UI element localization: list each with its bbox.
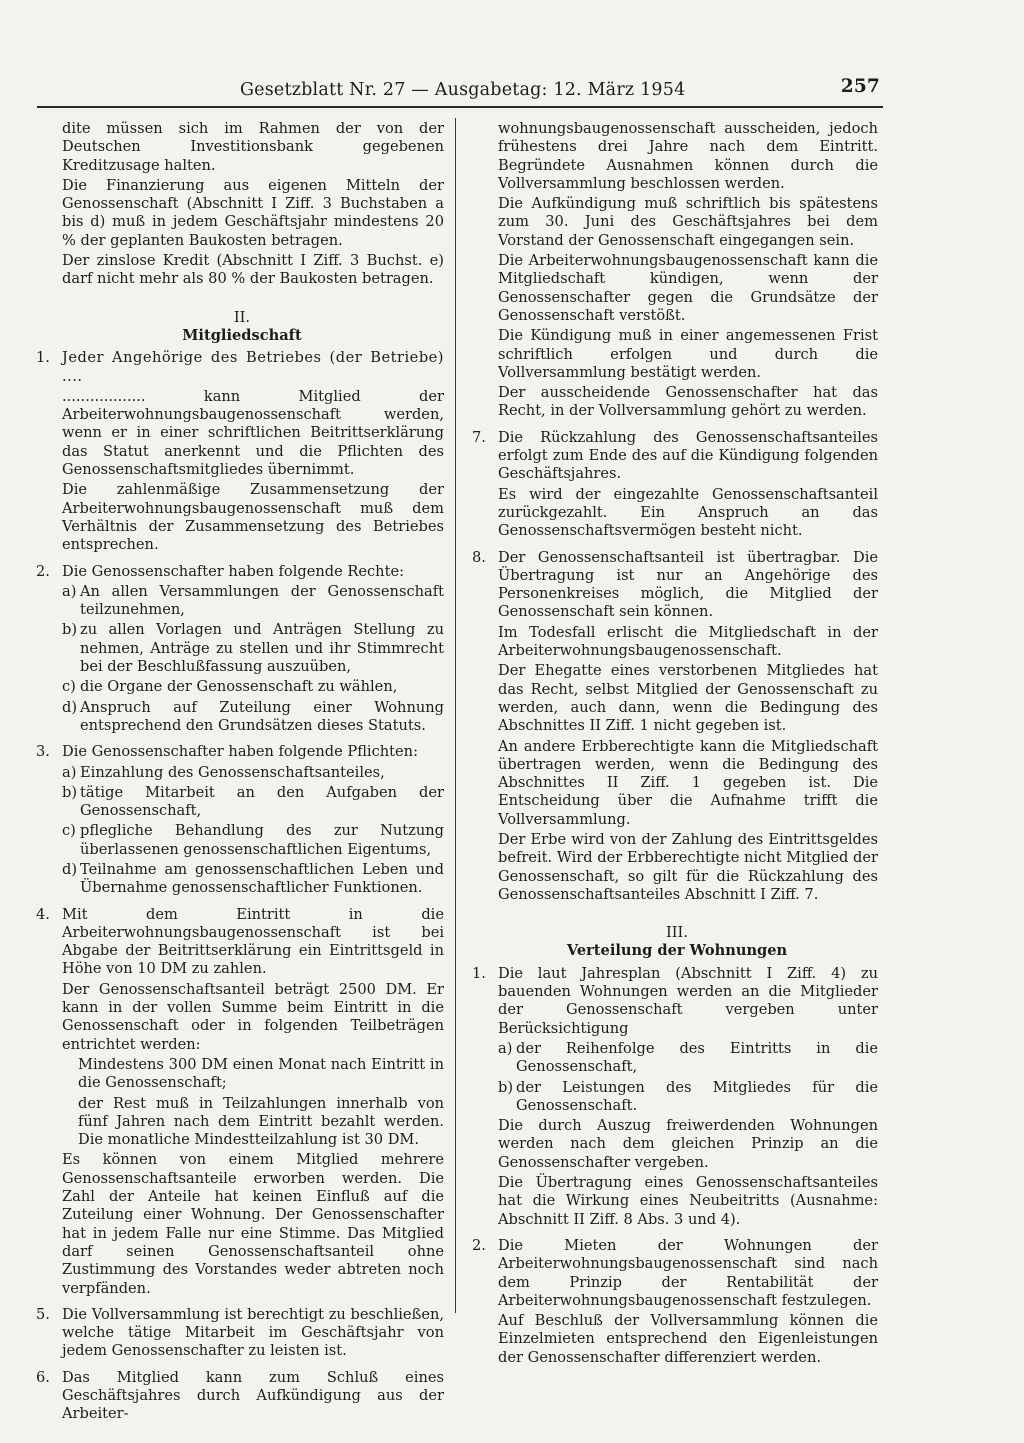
item-number: 1. — [472, 964, 486, 982]
paragraph: Jeder Angehörige des Betriebes (der Betriebe) .... — [62, 349, 444, 385]
header-title: Gesetzblatt Nr. 27 — Ausgabetag: 12. März 1954 — [240, 80, 686, 100]
sub-label: b) — [498, 1078, 514, 1096]
list-item — [36, 349, 444, 554]
paragraph: Die Finanzierung aus eigenen Mitteln der Genossenschaft (Abschnitt I Ziff. 3 Buchstaben a bis d) muß in jedem Geschäftsjahr mindestens 20 % der geplanten Baukosten betragen. — [62, 176, 444, 249]
list-item — [36, 1305, 444, 1361]
list-item — [472, 428, 878, 541]
sub-item — [476, 1040, 878, 1077]
item-number: 6. — [36, 1368, 50, 1386]
sub-text: Teilnahme am genossenschaftlichen Leben und Übernahme genossenschaftlicher Funktionen. — [80, 860, 444, 897]
item-number: 2. — [36, 562, 50, 580]
sub-label: c) — [62, 678, 76, 696]
paragraph: Die Genossenschafter haben folgende Pflichten: — [62, 743, 418, 761]
paragraph: Die Arbeiterwohnungsbaugenossenschaft kann die Mitgliedschaft kündigen, wenn der Genossenschafter gegen die Grundsätze der Genossenschaft verstößt. — [498, 252, 878, 324]
paragraph: Die Aufkündigung muß schriftlich bis spätestens zum 30. Juni des Geschäftsjahres bei dem Vorstand der Genossenschaft eingegangen sein. — [498, 195, 878, 249]
paragraph: Auf Beschluß der Vollversammlung können die Einzelmieten entsprechend den Eigenleistungen der Genossenschafter differenziert werden. — [498, 1312, 878, 1366]
list-item — [36, 1368, 444, 1424]
list-item — [36, 905, 444, 1054]
sub-item — [40, 621, 444, 676]
section-number: II. — [233, 308, 251, 326]
paragraph: Die Rückzahlung des Genossenschaftsanteiles erfolgt zum Ende des auf die Kündigung folgenden Geschäftsjahres. — [498, 428, 878, 483]
sub-text: Einzahlung des Genossenschaftsanteiles, — [80, 763, 385, 781]
paragraph: Die Übertragung eines Genossenschaftsanteiles hat die Wirkung eines Neubeitritts (Ausnahme: Abschnitt II Ziff. 8 Abs. 3 und 4). — [498, 1174, 878, 1228]
sub-text: die Organe der Genossenschaft zu wählen, — [80, 678, 398, 696]
sub-label: a) — [498, 1039, 513, 1057]
paragraph: Mindestens 300 DM einen Monat nach Eintritt in die Genossenschaft; — [78, 1055, 444, 1092]
list-item — [36, 562, 444, 581]
sub-item — [40, 583, 444, 620]
paragraph: Der zinslose Kredit (Abschnitt I Ziff. 3 Buchst. e) darf nicht mehr als 80 % der Baukosten betragen. — [62, 252, 444, 288]
paragraph: der Rest muß in Teilzahlungen innerhalb von fünf Jahren nach dem Eintritt bezahlt werden. Die monatliche Mindestteilzahlung ist 30 DM. — [78, 1094, 444, 1149]
paragraph: Die Genossenschafter haben folgende Rechte: — [62, 562, 404, 580]
sub-text: der Leistungen des Mitgliedes für die Genossenschaft. — [516, 1078, 878, 1114]
right-column — [472, 120, 878, 1369]
sub-label: b) — [62, 783, 78, 801]
paragraph: Der ausscheidende Genossenschafter hat das Recht, in der Vollversammlung gehört zu werden. — [498, 384, 878, 420]
list-item — [472, 964, 878, 1038]
sub-label: d) — [62, 698, 78, 716]
section-title: Mitgliedschaft — [182, 326, 302, 344]
paragraph: .................. kann Mitglied der Arbeiterwohnungsbaugenossenschaft werden, wenn er in einer schriftlichen Beitrittserklärung das Statut anerkennt und die Pflichten des Genossenschaftsmitgliedes übernimmt. — [62, 387, 444, 479]
paragraph: Die Vollversammlung ist berechtigt zu beschließen, welche tätige Mitarbeit im Geschäftsjahr von jedem Genossenschafter zu leisten ist. — [62, 1305, 444, 1360]
sub-item — [40, 699, 444, 736]
paragraph: Die laut Jahresplan (Abschnitt I Ziff. 4) zu bauenden Wohnungen werden an die Mitglieder der Genossenschaft vergeben unter Berücksichtigung — [498, 964, 878, 1037]
paragraph: Die durch Auszug freiwerdenden Wohnungen werden nach dem gleichen Prinzip an die Genossenschafter vergeben. — [498, 1117, 878, 1171]
paragraph: Mit dem Eintritt in die Arbeiterwohnungsbaugenossenschaft ist bei Abgabe der Beitrittserklärung ein Eintrittsgeld in Höhe von 10 DM zu zahlen. — [62, 905, 444, 978]
section-title: Verteilung der Wohnungen — [566, 942, 788, 960]
sub-text: zu allen Vorlagen und Anträgen Stellung zu nehmen, Anträge zu stellen und ihr Stimmrecht bei der Beschlußfassung auszuüben, — [80, 621, 444, 676]
paragraph: Im Todesfall erlischt die Mitgliedschaft in der Arbeiterwohnungsbaugenossenschaft. — [498, 623, 878, 660]
paragraph: Der Ehegatte eines verstorbenen Mitgliedes hat das Recht, selbst Mitglied der Genossenschaft zu werden, auch dann, wenn die Bedingung des Abschnittes II Ziff. 1 nicht gegeben ist. — [498, 662, 878, 735]
paragraph: Es können von einem Mitglied mehrere Genossenschaftsanteile erworben werden. Die Zahl der Anteile hat keinen Einfluß auf die Zuteilung einer Wohnung. Der Genossenschafter hat in jedem Falle nur eine Stimme. Das Mitglied darf seinen Genossenschaftsanteil ohne Zustimmung des Vorstandes weder abtreten noch verpfänden. — [62, 1151, 444, 1297]
sub-label: a) — [62, 582, 77, 600]
list-item — [472, 548, 878, 905]
paragraph: Die Mieten der Wohnungen der Arbeiterwohnungsbaugenossenschaft sind nach dem Prinzip der Rentabilität der Arbeiterwohnungsbaugenossenschaft festzulegen. — [498, 1236, 878, 1309]
left-column — [36, 120, 444, 1426]
item-number: 1. — [36, 349, 50, 367]
paragraph: wohnungsbaugenossenschaft ausscheiden, jedoch frühestens drei Jahre nach dem Eintritt. Begründete Ausnahmen können durch die Vollversammlung beschlossen werden. — [498, 120, 878, 192]
sub-item — [40, 784, 444, 821]
sub-label: c) — [62, 822, 76, 840]
item-number: 8. — [472, 548, 486, 566]
page-header — [240, 76, 880, 108]
list-item — [472, 1236, 878, 1367]
sub-label: a) — [62, 763, 77, 781]
paragraph: Es wird der eingezahlte Genossenschaftsanteil zurückgezahlt. Ein Anspruch an das Genossenschaftsvermögen besteht nicht. — [498, 485, 878, 540]
paragraph: Das Mitglied kann zum Schluß eines Geschäftsjahres durch Aufkündigung aus der Arbeiter- — [62, 1368, 444, 1423]
page-number: 257 — [840, 76, 880, 97]
sub-text: An allen Versammlungen der Genossenschaft teilzunehmen, — [80, 582, 444, 619]
sub-text: der Reihenfolge des Eintritts in die Genossenschaft, — [516, 1039, 878, 1076]
paragraph: Der Erbe wird von der Zahlung des Eintrittsgeldes befreit. Wird der Erbberechtigte nicht Mitglied der Genossenschaft, so gilt für die Rückzahlung des Genossenschaftsanteiles Abschnitt I Ziff. 7. — [498, 830, 878, 903]
list-item — [36, 743, 444, 761]
paragraph: Der Genossenschaftsanteil ist übertragbar. Die Übertragung ist nur an Angehörige des Personenkreises möglich, die Mitglied der Genossenschaft sein können. — [498, 548, 878, 621]
item-number: 2. — [472, 1236, 486, 1254]
section-number: III. — [666, 924, 688, 942]
sub-item — [40, 678, 444, 696]
sub-item — [40, 764, 444, 782]
sub-label: b) — [62, 621, 78, 639]
paragraph: dite müssen sich im Rahmen der von der Deutschen Investitionsbank gegebenen Kreditzusage halten. — [62, 120, 444, 174]
sub-item — [476, 1079, 878, 1116]
item-number: 3. — [36, 743, 50, 761]
item-number: 5. — [36, 1305, 50, 1323]
sub-text: tätige Mitarbeit an den Aufgaben der Genossenschaft, — [80, 783, 444, 820]
sub-item — [40, 861, 444, 898]
sub-text: Anspruch auf Zuteilung einer Wohnung entsprechend den Grundsätzen dieses Statuts. — [80, 698, 444, 734]
sub-text: pflegliche Behandlung des zur Nutzung überlassenen genossenschaftlichen Eigentums, — [80, 822, 444, 858]
paragraph: An andere Erbberechtigte kann die Mitgliedschaft übertragen werden, wenn die Bedingung des Abschnittes II Ziff. 1 gegeben ist. Die Entscheidung über die Aufnahme trifft die Vollversammlung. — [498, 737, 878, 828]
paragraph: Der Genossenschaftsanteil beträgt 2500 DM. Er kann in der vollen Summe beim Eintritt in die Genossenschaft oder in folgenden Teilbeträgen entrichtet werden: — [62, 980, 444, 1053]
paragraph: Die Kündigung muß in einer angemessenen Frist schriftlich erfolgen und durch die Vollversammlung bestätigt werden. — [498, 327, 878, 381]
column-divider — [455, 118, 456, 1313]
sub-item — [40, 822, 444, 859]
item-number: 7. — [472, 428, 486, 446]
header-rule — [37, 106, 883, 108]
sub-label: d) — [62, 860, 78, 878]
paragraph: Die zahlenmäßige Zusammensetzung der Arbeiterwohnungsbaugenossenschaft muß dem Verhältnis der Zusammensetzung des Betriebes entsprechen. — [62, 481, 444, 554]
item-number: 4. — [36, 905, 50, 923]
